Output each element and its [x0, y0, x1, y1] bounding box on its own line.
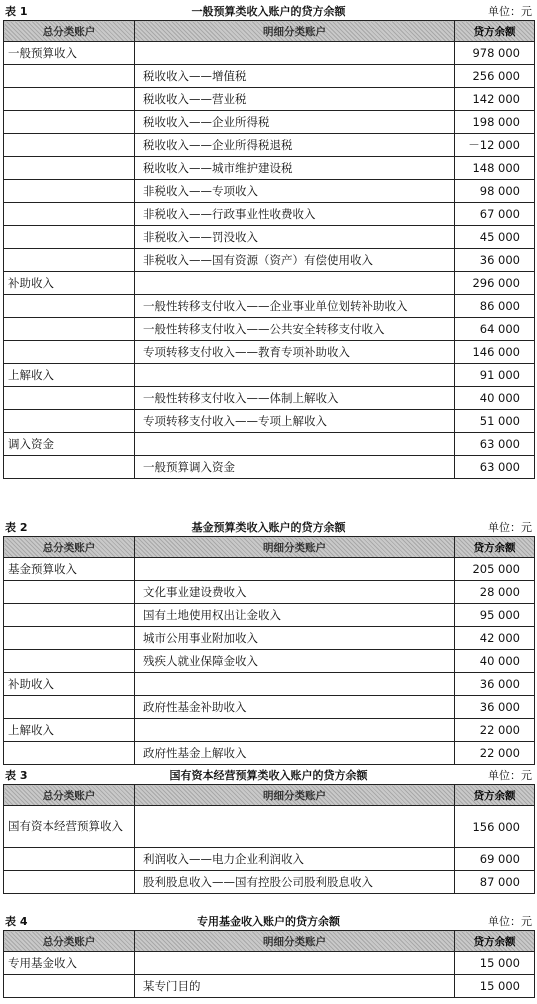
credit-balance-cell: 40 000	[455, 650, 535, 673]
credit-balance-cell: 256 000	[455, 65, 535, 88]
unit-label: 单位：元	[488, 915, 532, 928]
credit-balance-cell: 64 000	[455, 318, 535, 341]
table-row	[4, 364, 535, 387]
general-account-cell: 基金预算收入	[4, 558, 135, 581]
table-number: 表 2	[5, 521, 28, 534]
detail-account-cell: 税收收入——营业税	[135, 88, 455, 111]
detail-account-cell: 专项转移支付收入——教育专项补助收入	[135, 341, 455, 364]
table-number: 表 3	[5, 769, 28, 782]
detail-account-cell: 税收收入——企业所得税退税	[135, 134, 455, 157]
credit-balance-cell: 148 000	[455, 157, 535, 180]
credit-balance-cell: 36 000	[455, 696, 535, 719]
table-title: 一般预算类收入账户的贷方余额	[191, 5, 346, 18]
unit-label: 单位：元	[488, 769, 532, 782]
unit-label: 单位：元	[488, 521, 532, 534]
detail-account-cell: 非税收入——专项收入	[135, 180, 455, 203]
table-caption	[3, 0, 534, 20]
table-row	[4, 341, 535, 364]
table-row	[4, 249, 535, 272]
detail-account-cell	[135, 364, 455, 387]
table-2-section	[3, 516, 534, 765]
general-account-cell	[4, 295, 135, 318]
credit-balance-cell: 296 000	[455, 272, 535, 295]
general-account-cell	[4, 111, 135, 134]
detail-account-cell: 非税收入——国有资源（资产）有偿使用收入	[135, 249, 455, 272]
table-title: 基金预算类收入账户的贷方余额	[191, 521, 346, 534]
table-row	[4, 410, 535, 433]
table-row	[4, 318, 535, 341]
detail-account-cell: 股利股息收入——国有控股公司股利股息收入	[135, 871, 455, 894]
detail-account-cell	[135, 558, 455, 581]
table-header-row	[4, 931, 535, 952]
table-row	[4, 134, 535, 157]
general-account-cell	[4, 180, 135, 203]
general-account-cell	[4, 203, 135, 226]
header-general-account: 总分类账户	[4, 21, 135, 42]
credit-balance-cell: 36 000	[455, 673, 535, 696]
credit-balance-cell: 156 000	[455, 806, 535, 848]
general-account-cell: 补助收入	[4, 673, 135, 696]
table-row	[4, 604, 535, 627]
detail-account-cell: 税收收入——企业所得税	[135, 111, 455, 134]
general-account-cell	[4, 848, 135, 871]
table-row	[4, 203, 535, 226]
general-account-cell	[4, 742, 135, 765]
general-account-cell	[4, 627, 135, 650]
credit-balance-cell: 42 000	[455, 627, 535, 650]
general-account-cell	[4, 456, 135, 479]
balance-table-3	[3, 784, 535, 894]
detail-account-cell: 国有土地使用权出让金收入	[135, 604, 455, 627]
general-account-cell	[4, 650, 135, 673]
table-row	[4, 433, 535, 456]
detail-account-cell: 非税收入——行政事业性收费收入	[135, 203, 455, 226]
unit-label: 单位：元	[488, 5, 532, 18]
table-row	[4, 871, 535, 894]
credit-balance-cell: 63 000	[455, 456, 535, 479]
table-row	[4, 848, 535, 871]
credit-balance-cell: 40 000	[455, 387, 535, 410]
table-row	[4, 88, 535, 111]
table-row	[4, 806, 535, 848]
detail-account-cell	[135, 42, 455, 65]
credit-balance-cell: 22 000	[455, 719, 535, 742]
general-account-cell: 国有资本经营预算收入	[4, 806, 135, 848]
table-row	[4, 650, 535, 673]
header-credit-balance: 贷方余额	[455, 537, 535, 558]
table-row	[4, 627, 535, 650]
header-credit-balance: 贷方余额	[455, 21, 535, 42]
credit-balance-cell: 95 000	[455, 604, 535, 627]
general-account-cell	[4, 975, 135, 998]
table-row	[4, 295, 535, 318]
detail-account-cell: 残疾人就业保障金收入	[135, 650, 455, 673]
general-account-cell: 上解收入	[4, 364, 135, 387]
general-account-cell	[4, 157, 135, 180]
detail-account-cell: 一般性转移支付收入——公共安全转移支付收入	[135, 318, 455, 341]
credit-balance-cell: 87 000	[455, 871, 535, 894]
detail-account-cell	[135, 433, 455, 456]
table-row	[4, 456, 535, 479]
credit-balance-cell: 15 000	[455, 952, 535, 975]
table-row	[4, 180, 535, 203]
credit-balance-cell: 15 000	[455, 975, 535, 998]
header-general-account: 总分类账户	[4, 785, 135, 806]
table-row	[4, 673, 535, 696]
credit-balance-cell: 142 000	[455, 88, 535, 111]
header-general-account: 总分类账户	[4, 537, 135, 558]
header-detail-account: 明细分类账户	[135, 21, 455, 42]
table-row	[4, 111, 535, 134]
general-account-cell	[4, 341, 135, 364]
general-account-cell: 一般预算收入	[4, 42, 135, 65]
table-row	[4, 387, 535, 410]
table-row	[4, 272, 535, 295]
detail-account-cell	[135, 272, 455, 295]
general-account-cell: 补助收入	[4, 272, 135, 295]
credit-balance-cell: 91 000	[455, 364, 535, 387]
credit-balance-cell: 22 000	[455, 742, 535, 765]
credit-balance-cell: 146 000	[455, 341, 535, 364]
credit-balance-cell: 67 000	[455, 203, 535, 226]
credit-balance-cell: －12 000	[455, 134, 535, 157]
general-account-cell: 调入资金	[4, 433, 135, 456]
table-caption	[3, 516, 534, 536]
table-row	[4, 742, 535, 765]
detail-account-cell: 税收收入——城市维护建设税	[135, 157, 455, 180]
table-3-section	[3, 764, 534, 894]
table-number: 表 1	[5, 5, 28, 18]
credit-balance-cell: 98 000	[455, 180, 535, 203]
general-account-cell	[4, 581, 135, 604]
detail-account-cell: 文化事业建设费收入	[135, 581, 455, 604]
header-credit-balance: 贷方余额	[455, 931, 535, 952]
detail-account-cell: 税收收入——增值税	[135, 65, 455, 88]
general-account-cell	[4, 871, 135, 894]
credit-balance-cell: 86 000	[455, 295, 535, 318]
table-header-row	[4, 21, 535, 42]
header-detail-account: 明细分类账户	[135, 931, 455, 952]
credit-balance-cell: 45 000	[455, 226, 535, 249]
credit-balance-cell: 28 000	[455, 581, 535, 604]
general-account-cell	[4, 65, 135, 88]
general-account-cell	[4, 318, 135, 341]
table-number: 表 4	[5, 915, 28, 928]
table-header-row	[4, 537, 535, 558]
general-account-cell	[4, 249, 135, 272]
header-detail-account: 明细分类账户	[135, 785, 455, 806]
detail-account-cell: 非税收入——罚没收入	[135, 226, 455, 249]
table-header-row	[4, 785, 535, 806]
general-account-cell	[4, 88, 135, 111]
detail-account-cell	[135, 806, 455, 848]
detail-account-cell: 一般性转移支付收入——体制上解收入	[135, 387, 455, 410]
table-row	[4, 558, 535, 581]
table-title: 专用基金收入账户的贷方余额	[197, 915, 340, 928]
table-row	[4, 581, 535, 604]
table-row	[4, 975, 535, 998]
credit-balance-cell: 63 000	[455, 433, 535, 456]
detail-account-cell: 某专门目的	[135, 975, 455, 998]
credit-balance-cell: 205 000	[455, 558, 535, 581]
header-credit-balance: 贷方余额	[455, 785, 535, 806]
table-row	[4, 226, 535, 249]
detail-account-cell	[135, 952, 455, 975]
detail-account-cell	[135, 719, 455, 742]
table-row	[4, 65, 535, 88]
table-4-section	[3, 910, 534, 998]
balance-table-1	[3, 20, 535, 479]
general-account-cell: 上解收入	[4, 719, 135, 742]
general-account-cell	[4, 410, 135, 433]
credit-balance-cell: 978 000	[455, 42, 535, 65]
detail-account-cell: 一般预算调入资金	[135, 456, 455, 479]
general-account-cell	[4, 604, 135, 627]
table-title: 国有资本经营预算类收入账户的贷方余额	[169, 769, 368, 782]
header-detail-account: 明细分类账户	[135, 537, 455, 558]
general-account-cell	[4, 134, 135, 157]
table-row	[4, 157, 535, 180]
general-account-cell	[4, 226, 135, 249]
header-general-account: 总分类账户	[4, 931, 135, 952]
table-row	[4, 42, 535, 65]
table-caption	[3, 910, 534, 930]
general-account-cell	[4, 696, 135, 719]
credit-balance-cell: 36 000	[455, 249, 535, 272]
credit-balance-cell: 198 000	[455, 111, 535, 134]
credit-balance-cell: 69 000	[455, 848, 535, 871]
general-account-cell: 专用基金收入	[4, 952, 135, 975]
table-1-section	[3, 0, 534, 479]
table-caption	[3, 764, 534, 784]
balance-table-4	[3, 930, 535, 998]
table-row	[4, 696, 535, 719]
table-row	[4, 719, 535, 742]
detail-account-cell: 利润收入——电力企业利润收入	[135, 848, 455, 871]
detail-account-cell: 政府性基金补助收入	[135, 696, 455, 719]
detail-account-cell: 一般性转移支付收入——企业事业单位划转补助收入	[135, 295, 455, 318]
detail-account-cell: 专项转移支付收入——专项上解收入	[135, 410, 455, 433]
detail-account-cell: 政府性基金上解收入	[135, 742, 455, 765]
balance-table-2	[3, 536, 535, 765]
detail-account-cell	[135, 673, 455, 696]
table-row	[4, 952, 535, 975]
general-account-cell	[4, 387, 135, 410]
detail-account-cell: 城市公用事业附加收入	[135, 627, 455, 650]
credit-balance-cell: 51 000	[455, 410, 535, 433]
